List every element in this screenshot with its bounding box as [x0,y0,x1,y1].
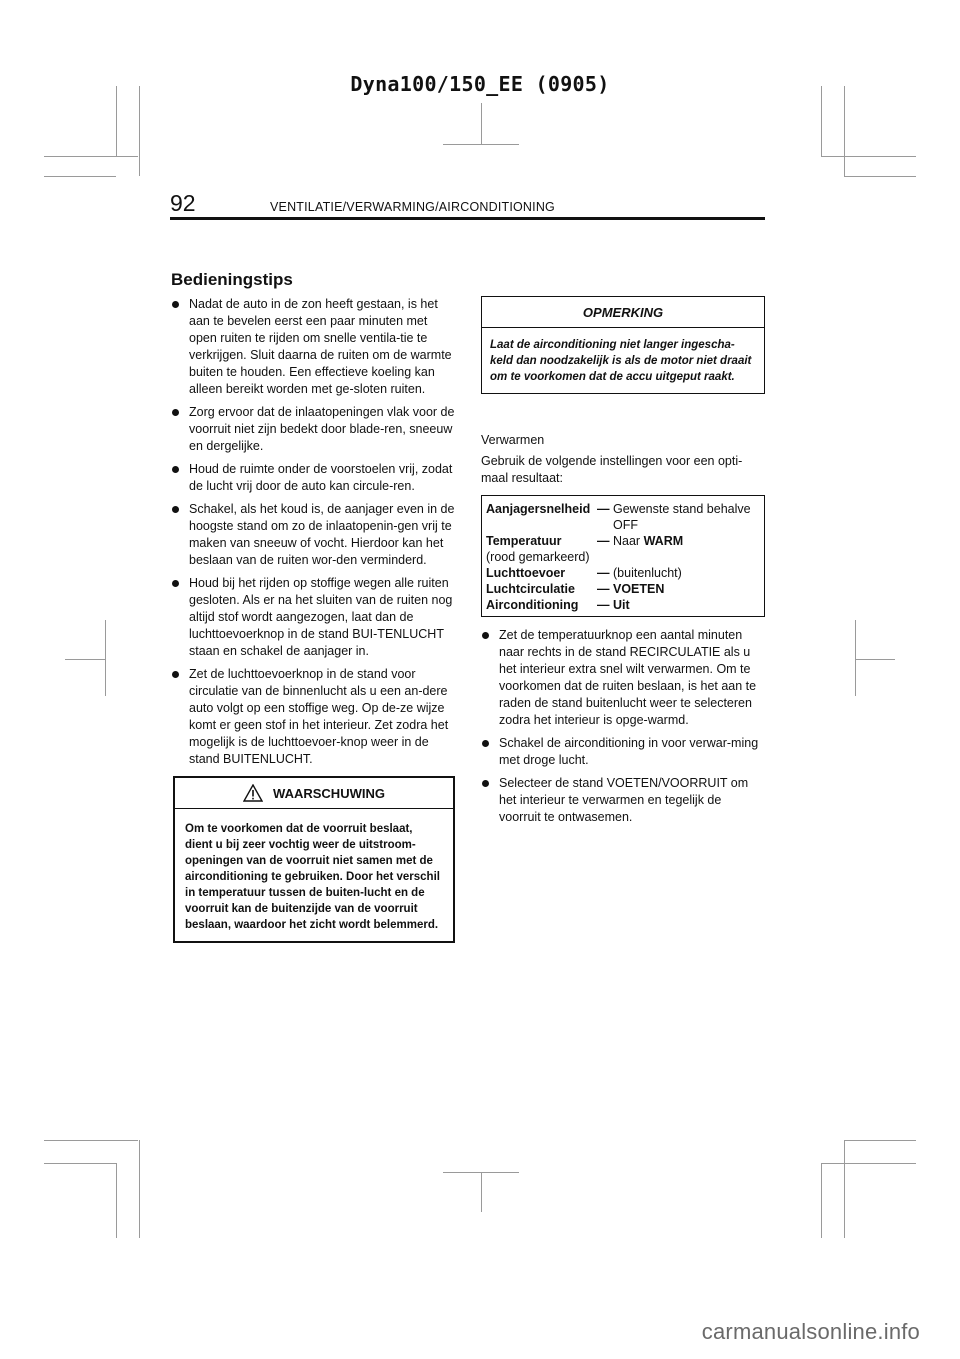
crop-mark [116,86,117,156]
table-row [486,565,760,581]
section-title: Bedieningstips [171,270,293,289]
crop-mark [116,1163,117,1238]
crop-mark [443,144,519,145]
setting-value-bold: VOETEN [613,582,665,596]
crop-mark [44,1140,138,1141]
crop-mark [65,659,105,660]
list-item: Houd bij het rijden op stoffige wegen alle ruiten gesloten. Als er na het sluiten van de ruiten nog altijd stof wordt aangezogen, laat dan de luchttoevoerknop in de stand BUI-TENLUCHT staan en schakel de aanjager in. [171,575,457,660]
setting-label: Luchttoevoer [486,566,566,580]
table-row [486,581,760,597]
list-item: Zorg ervoor dat de inlaatopeningen vlak voor de voorruit niet zijn bedekt door blade-ren, sneeuw en dergelijke. [171,404,457,455]
watermark: carmanualsonline.info [701,1319,920,1344]
bullet-icon [482,740,489,747]
warning-text: Om te voorkomen dat de voorruit beslaat, dient u bij zeer vochtig weer de uitstroom-openingen van de voorruit niet samen met de airconditioning te gebruiken. Door het verschil in temperatuur tussen de buiten-lucht en de voorruit kan de buitenzijde van de voorruit beslaan, waardoor het zicht wordt belemmerd. [185,823,440,931]
crop-mark [105,620,106,696]
list-item: Selecteer de stand VOETEN/VOORRUIT om het interieur te verwarmen en tegelijk de voorruit te ontwasemen. [481,775,766,826]
setting-dash: — [597,598,610,612]
setting-value: Gewenste stand behalve OFF [613,502,751,532]
heating-title: Verwarmen [481,433,545,447]
bullet-icon [172,466,179,473]
crop-mark [821,156,916,157]
crop-mark [44,176,116,177]
right-column [481,296,766,832]
running-head: VENTILATIE/VERWARMING/AIRCONDITIONING [270,200,555,214]
table-row [486,501,760,533]
bullet-icon [172,580,179,587]
note-title: OPMERKING [482,297,764,328]
note-text: Laat de airconditioning niet langer ingescha-keld dan noodzakelijk is als de motor niet draait om te voorkomen dat de accu uitgeput raakt. [490,339,752,383]
crop-mark [821,1163,822,1238]
bullet-icon [482,632,489,639]
list-item: Nadat de auto in de zon heeft gestaan, is het aan te bevelen eerst een paar minuten met open ruiten te rijden om snelle ventila-tie te verkrijgen. Sluit daarna de ruiten om de warmte buiten te houden. Een effectieve koeling kan alleen bereikt worden met ge-sloten ruiten. [171,296,457,398]
document-code: Dyna100/150_EE (0905) [350,72,610,96]
list-item: Schakel de airconditioning in voor verwar-ming met droge lucht. [481,735,766,769]
bullet-icon [482,780,489,787]
setting-dash: — [597,534,610,548]
setting-sublabel: (rood gemarkeerd) [486,550,590,564]
note-box [481,296,765,394]
warning-triangle-icon [243,784,263,802]
setting-value: (buitenlucht) [613,566,682,580]
table-row [486,597,760,613]
list-item: Houd de ruimte onder de voorstoelen vrij, zodat de lucht vrij door de auto kan circule-ren. [171,461,457,495]
crop-mark [855,620,856,696]
crop-mark [481,1172,482,1212]
crop-mark [139,86,140,176]
list-item: Schakel, als het koud is, de aanjager even in de hoogste stand om zo de inlaatopenin-gen vrij te maken van sneeuw of vocht. Hierdoor kan het beslaan van de ruiten wor-den verminderd. [171,501,457,569]
crop-mark [844,1140,916,1141]
warning-title: WAARSCHUWING [273,785,385,801]
left-column [171,296,457,943]
setting-dash: — [597,582,610,596]
crop-mark [844,86,845,176]
list-item: Zet de temperatuurknop een aantal minuten naar rechts in de stand RECIRCULATIE als u het interieur extra snel wilt verwarmen. Om te voorkomen dat de ruiten beslaan, is het aan te raden de stand buitenlucht weer te selecteren zodra het interieur is opge-warmd. [481,627,766,729]
crop-mark [844,1140,845,1238]
table-row [486,533,760,565]
heating-tips-list [481,627,766,826]
crop-mark [139,1140,140,1238]
heating-intro: Gebruik de volgende instellingen voor een opti-maal resultaat: [481,454,743,485]
setting-label: Luchtcirculatie [486,582,575,596]
setting-label: Aanjagersnelheid [486,502,591,516]
crop-mark [44,156,138,157]
setting-value-bold: WARM [643,534,684,548]
crop-mark [481,103,482,145]
setting-label: Airconditioning [486,598,579,612]
bullet-icon [172,301,179,308]
setting-dash: — [597,502,610,516]
settings-table [481,495,765,617]
bullet-icon [172,409,179,416]
crop-mark [855,659,895,660]
header-rule [170,217,765,220]
list-item: Zet de luchttoevoerknop in de stand voor circulatie van de binnenlucht als u een an-dere auto volgt op een stoffige weg. Op de-ze wijze komt er geen stof in het interieur. Zet zodra het mogelijk is de luchttoevoer-knop weer in de stand BUITENLUCHT. [171,666,457,768]
setting-value-bold: Uit [613,598,630,612]
page-number: 92 [170,190,196,216]
crop-mark [44,1163,116,1164]
setting-dash: — [597,566,610,580]
crop-mark [821,86,822,156]
bullet-icon [172,506,179,513]
warning-box [173,776,455,943]
crop-mark [821,1163,916,1164]
tips-list [171,296,457,768]
warning-header [175,778,453,809]
crop-mark [844,176,916,177]
setting-value: Naar [613,534,644,548]
bullet-icon [172,671,179,678]
setting-label: Temperatuur [486,534,562,548]
